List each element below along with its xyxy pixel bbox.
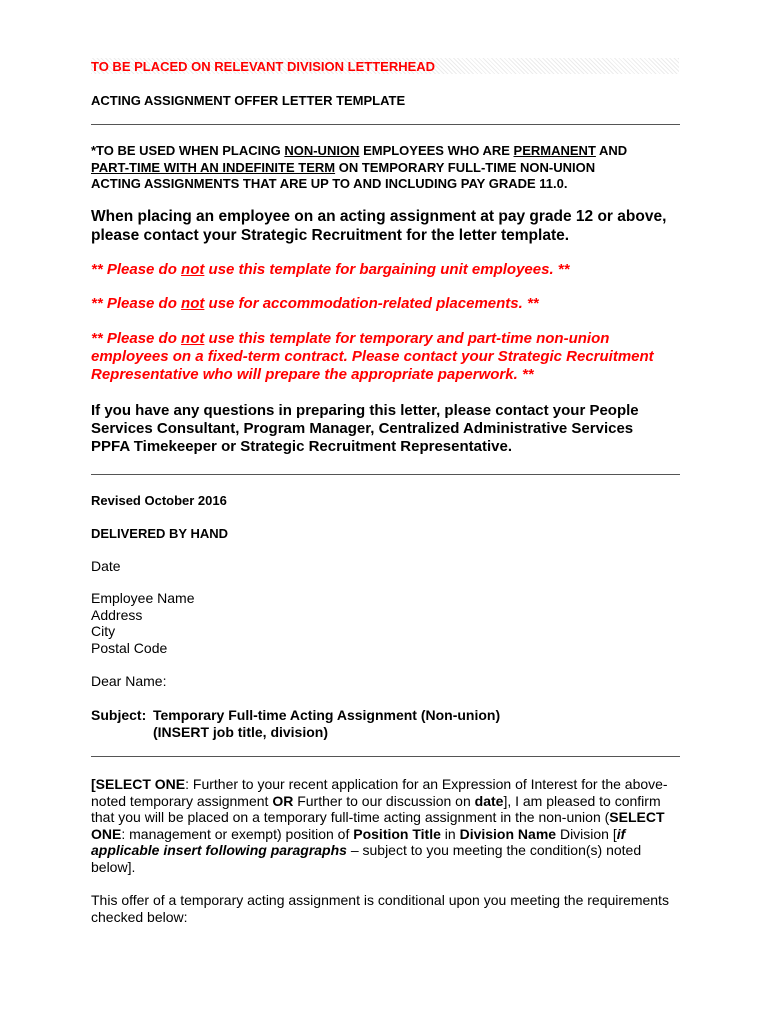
placeholder-bold: [SELECT ONE <box>91 776 186 792</box>
subject-label: Subject: <box>91 707 147 723</box>
questions-line: PPFA Timekeeper or Strategic Recruitment Representative. <box>91 438 512 455</box>
placeholder-bold-italic: applicable insert following paragraphs <box>91 842 347 858</box>
subject-line: (INSERT job title, division) <box>153 723 328 740</box>
body-text: noted temporary assignment <box>91 792 273 809</box>
divider <box>91 756 680 757</box>
body-text: that you will be placed on a temporary full-time acting assignment in the non-union ( <box>91 809 610 825</box>
warning-bargaining <box>91 261 681 279</box>
warning-text: use this template for bargaining unit employees. ** <box>204 261 570 278</box>
placeholder-bold: OR <box>272 792 294 809</box>
usage-text: ACTING ASSIGNMENTS THAT ARE UP TO AND INCLUDING PAY GRADE 11.0. <box>91 176 568 191</box>
address-line: Address <box>91 606 143 623</box>
warning-accommodation <box>91 295 681 313</box>
letter-date: Date <box>91 558 121 574</box>
conditional-paragraph <box>91 892 681 925</box>
revised-date: Revised October 2016 <box>91 493 227 508</box>
questions-line: If you have any questions in preparing this letter, please contact your People <box>91 402 639 419</box>
questions-line: Services Consultant, Program Manager, Centralized Administrative Services <box>91 420 634 437</box>
address-line: City <box>91 623 116 639</box>
usage-underline: PERMANENT <box>513 143 596 158</box>
placeholder-bold: SELECT <box>609 809 665 825</box>
placeholder-bold-italic: if <box>616 825 626 842</box>
warning-text: ** Please do <box>91 261 182 278</box>
subject-line: Temporary Full-time Acting Assignment (Non-union) <box>153 707 501 723</box>
placeholder-bold: ONE <box>91 825 122 842</box>
placeholder-bold: Division Name <box>459 825 557 842</box>
document-title: ACTING ASSIGNMENT OFFER LETTER TEMPLATE <box>91 93 406 108</box>
usage-text: AND <box>595 143 628 158</box>
body-text: This offer of a temporary acting assignment is conditional upon you meeting the requirements <box>91 892 669 908</box>
recipient-address <box>91 590 681 656</box>
body-text: checked below: <box>91 908 188 925</box>
address-line: Postal Code <box>91 639 168 656</box>
divider <box>91 124 680 125</box>
body-text: Further to our discussion on <box>293 792 475 809</box>
delivery-method: DELIVERED BY HAND <box>91 526 229 541</box>
warning-text: use this template for temporary and part-time non-union <box>204 330 610 347</box>
placeholder-bold: date <box>474 792 504 809</box>
warning-text: Representative who will prepare the appropriate paperwork. ** <box>91 366 534 383</box>
letterhead-text: TO BE PLACED ON RELEVANT DIVISION LETTERHEAD <box>91 59 436 74</box>
body-text: below]. <box>91 858 136 875</box>
pay-grade-line: When placing an employee on an acting assignment at pay grade 12 or above, <box>91 208 667 225</box>
warning-not: not <box>181 330 205 347</box>
warning-text: ** Please do <box>91 330 182 347</box>
usage-note <box>91 143 681 193</box>
divider <box>91 474 680 475</box>
body-text: ], I am pleased to confirm <box>503 792 661 809</box>
salutation: Dear Name: <box>91 673 167 689</box>
questions-note <box>91 402 681 456</box>
usage-underline: NON-UNION <box>284 143 360 158</box>
letterhead-instruction <box>91 59 681 76</box>
offer-paragraph <box>91 776 681 875</box>
warning-text: employees on a fixed-term contract. Please contact your Strategic Recruitment <box>91 348 654 365</box>
placeholder-bold: Position Title <box>353 825 441 842</box>
usage-text: *TO BE USED WHEN PLACING <box>91 143 285 158</box>
usage-text: EMPLOYEES WHO ARE <box>359 143 514 158</box>
warning-fixed-term <box>91 330 681 384</box>
warning-text: use for accommodation-related placements. ** <box>204 295 539 312</box>
body-text: in <box>440 825 460 842</box>
address-line: Employee Name <box>91 590 195 606</box>
body-text: : management or exempt) position of <box>121 825 354 842</box>
body-text: – subject to you meeting the condition(s) noted <box>346 842 642 858</box>
warning-text: ** Please do <box>91 295 182 312</box>
warning-not: not <box>181 261 205 278</box>
usage-underline: PART-TIME WITH AN INDEFINITE TERM <box>91 159 336 175</box>
body-text: : Further to your recent application for an Expression of Interest for the above- <box>185 776 668 792</box>
warning-not: not <box>181 295 205 312</box>
pay-grade-line: please contact your Strategic Recruitment for the letter template. <box>91 226 570 244</box>
usage-text: ON TEMPORARY FULL-TIME NON-UNION <box>335 159 596 175</box>
body-text: Division [ <box>556 825 617 842</box>
pay-grade-note <box>91 208 681 245</box>
